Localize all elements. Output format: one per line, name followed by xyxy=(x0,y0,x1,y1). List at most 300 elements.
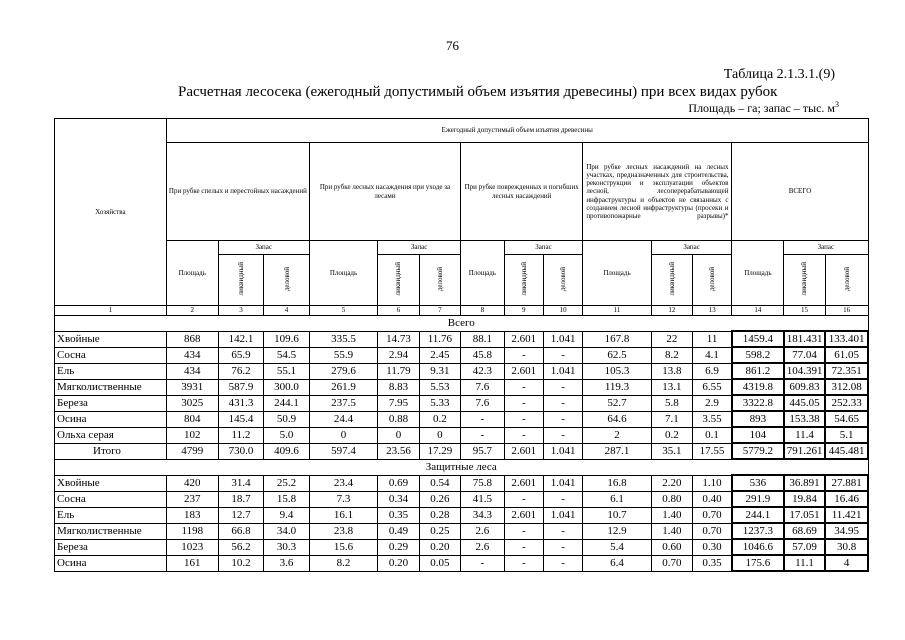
table-cell: 244.1 xyxy=(732,507,784,523)
table-cell: 1.40 xyxy=(651,507,692,523)
table-cell: 2.601 xyxy=(504,331,543,347)
table-cell: 1.041 xyxy=(543,507,582,523)
page-number: 76 xyxy=(446,38,459,53)
table-cell: 17.29 xyxy=(419,443,460,459)
header-stock-3: Запас xyxy=(504,241,583,255)
row-label: Ель xyxy=(55,507,167,523)
table-cell: 55.9 xyxy=(309,347,377,363)
table-cell: 609.83 xyxy=(784,379,825,395)
table-cell: 0.70 xyxy=(651,555,692,571)
table-cell: 102 xyxy=(166,427,218,443)
table-cell: - xyxy=(504,555,543,571)
table-cell: 0.40 xyxy=(693,491,732,507)
header-business-4 xyxy=(693,255,732,306)
table-cell: - xyxy=(543,427,582,443)
table-cell: 23.56 xyxy=(378,443,419,459)
row-label: Мягколиственные xyxy=(55,523,167,539)
table-cell: 2.6 xyxy=(461,523,505,539)
header-liquid-4 xyxy=(651,255,692,306)
row-label: Ольха серая xyxy=(55,427,167,443)
table-cell: 183 xyxy=(166,507,218,523)
table-cell: 4799 xyxy=(166,443,218,459)
header-area-4: Площадь xyxy=(583,241,651,306)
table-cell: 0.80 xyxy=(651,491,692,507)
table-cell: 2.45 xyxy=(419,347,460,363)
table-cell: 3025 xyxy=(166,395,218,411)
header-liquid-1-text: ликвидный xyxy=(236,262,245,296)
table-cell: 335.5 xyxy=(309,331,377,347)
table-cell: 167.8 xyxy=(583,331,651,347)
table-cell: 25.2 xyxy=(264,475,310,491)
table-cell: 34.3 xyxy=(461,507,505,523)
header-business-1-text: деловой xyxy=(282,266,291,292)
header-liquid-2-text: ликвидный xyxy=(394,262,403,296)
table-row xyxy=(55,427,869,443)
table-cell: 133.401 xyxy=(825,331,868,347)
table-row xyxy=(55,523,869,539)
table-cell: 34.0 xyxy=(264,523,310,539)
table-cell: 0 xyxy=(309,427,377,443)
table-row xyxy=(55,491,869,507)
column-number: 3 xyxy=(218,306,264,316)
header-stock-2: Запас xyxy=(378,241,461,255)
table-cell: - xyxy=(461,411,505,427)
column-number: 14 xyxy=(732,306,784,316)
header-liquid-4-text: ликвидный xyxy=(667,262,676,296)
table-cell: 45.8 xyxy=(461,347,505,363)
header-business-4-text: деловой xyxy=(708,266,717,292)
table-cell: 5.1 xyxy=(825,427,868,443)
table-cell: 11 xyxy=(693,331,732,347)
table-cell: 587.9 xyxy=(218,379,264,395)
header-area-1: Площадь xyxy=(166,241,218,306)
table-cell: 244.1 xyxy=(264,395,310,411)
section-title: Всего xyxy=(55,316,869,332)
header-farms: Хозяйства xyxy=(55,119,167,306)
table-cell: 0.25 xyxy=(419,523,460,539)
table-cell: 1.041 xyxy=(543,331,582,347)
table-cell: 27.881 xyxy=(825,475,868,491)
table-cell: 18.7 xyxy=(218,491,264,507)
table-cell: 54.5 xyxy=(264,347,310,363)
header-group-total: ВСЕГО xyxy=(732,143,868,241)
table-cell: 145.4 xyxy=(218,411,264,427)
table-cell: 142.1 xyxy=(218,331,264,347)
section-title: Защитные леса xyxy=(55,459,869,475)
table-cell: 3.6 xyxy=(264,555,310,571)
table-cell: 804 xyxy=(166,411,218,427)
table-cell: 0.2 xyxy=(419,411,460,427)
table-cell: 56.2 xyxy=(218,539,264,555)
header-business-3-text: деловой xyxy=(559,266,568,292)
header-area-5: Площадь xyxy=(732,241,784,306)
table-cell: 16.46 xyxy=(825,491,868,507)
table-cell: 2 xyxy=(583,427,651,443)
column-number: 12 xyxy=(651,306,692,316)
table-cell: 4 xyxy=(825,555,868,571)
table-cell: 0.05 xyxy=(419,555,460,571)
table-row xyxy=(55,539,869,555)
table-cell: - xyxy=(461,427,505,443)
row-label: Береза xyxy=(55,539,167,555)
table-cell: 0.60 xyxy=(651,539,692,555)
column-number: 6 xyxy=(378,306,419,316)
table-cell: 36.891 xyxy=(784,475,825,491)
table-cell: 35.1 xyxy=(651,443,692,459)
table-cell: 88.1 xyxy=(461,331,505,347)
column-number: 8 xyxy=(461,306,505,316)
header-business-5 xyxy=(825,255,868,306)
table-cell: 42.3 xyxy=(461,363,505,379)
table-cell: 30.3 xyxy=(264,539,310,555)
table-cell: 50.9 xyxy=(264,411,310,427)
table-cell: - xyxy=(504,379,543,395)
table-cell: 0.30 xyxy=(693,539,732,555)
header-business-1 xyxy=(264,255,310,306)
table-cell: 597.4 xyxy=(309,443,377,459)
table-cell: 61.05 xyxy=(825,347,868,363)
table-cell: 17.051 xyxy=(784,507,825,523)
table-cell: 0.34 xyxy=(378,491,419,507)
table-cell: 1023 xyxy=(166,539,218,555)
table-cell: - xyxy=(543,555,582,571)
header-group-care: При рубке лесных насаждения при уходе за лесами xyxy=(309,143,460,241)
table-cell: 6.4 xyxy=(583,555,651,571)
table-cell: 536 xyxy=(732,475,784,491)
header-area-3: Площадь xyxy=(461,241,505,306)
row-label: Мягколиственные xyxy=(55,379,167,395)
table-cell: 0.69 xyxy=(378,475,419,491)
table-cell: 237 xyxy=(166,491,218,507)
row-label: Итого xyxy=(55,443,167,459)
table-cell: 12.9 xyxy=(583,523,651,539)
table-cell: 6.1 xyxy=(583,491,651,507)
table-cell: 66.8 xyxy=(218,523,264,539)
table-cell: 54.65 xyxy=(825,411,868,427)
table-cell: 1198 xyxy=(166,523,218,539)
header-stock-1: Запас xyxy=(218,241,309,255)
table-cell: 0.29 xyxy=(378,539,419,555)
table-cell: 409.6 xyxy=(264,443,310,459)
header-group-mature: При рубке спелых и перестойных насаждений xyxy=(166,143,309,241)
table-row xyxy=(55,411,869,427)
table-cell: 16.8 xyxy=(583,475,651,491)
table-cell: 730.0 xyxy=(218,443,264,459)
table-cell: 11.79 xyxy=(378,363,419,379)
table-cell: 22 xyxy=(651,331,692,347)
table-cell: 1.041 xyxy=(543,443,582,459)
table-cell: 0.1 xyxy=(693,427,732,443)
table-cell: 5.0 xyxy=(264,427,310,443)
table-cell: 0.26 xyxy=(419,491,460,507)
row-label: Осина xyxy=(55,555,167,571)
header-business-2 xyxy=(419,255,460,306)
table-cell: 252.33 xyxy=(825,395,868,411)
table-cell: 3.55 xyxy=(693,411,732,427)
table-cell: 64.6 xyxy=(583,411,651,427)
table-cell: 12.7 xyxy=(218,507,264,523)
table-cell: 3931 xyxy=(166,379,218,395)
header-business-2-text: деловой xyxy=(435,266,444,292)
header-liquid-3 xyxy=(504,255,543,306)
table-cell: 76.2 xyxy=(218,363,264,379)
column-number: 4 xyxy=(264,306,310,316)
table-cell: 2.601 xyxy=(504,475,543,491)
table-cell: 68.69 xyxy=(784,523,825,539)
table-cell: 15.8 xyxy=(264,491,310,507)
column-number: 1 xyxy=(55,306,167,316)
table-cell: 1.041 xyxy=(543,475,582,491)
table-cell: 55.1 xyxy=(264,363,310,379)
table-title: Расчетная лесосека (ежегодный допустимый объем изъятия древесины) при всех видах рубок xyxy=(178,84,778,100)
table-cell: 868 xyxy=(166,331,218,347)
table-cell: 3322.8 xyxy=(732,395,784,411)
table-cell: 261.9 xyxy=(309,379,377,395)
table-cell: 279.6 xyxy=(309,363,377,379)
column-number: 7 xyxy=(419,306,460,316)
section-row xyxy=(55,316,869,332)
row-label: Сосна xyxy=(55,491,167,507)
table-cell: 4.1 xyxy=(693,347,732,363)
table-row xyxy=(55,443,869,459)
column-number: 11 xyxy=(583,306,651,316)
table-cell: 1046.6 xyxy=(732,539,784,555)
table-cell: 175.6 xyxy=(732,555,784,571)
header-area-2: Площадь xyxy=(309,241,377,306)
table-cell: 8.2 xyxy=(651,347,692,363)
table-cell: 10.7 xyxy=(583,507,651,523)
table-cell: 19.84 xyxy=(784,491,825,507)
table-cell: 8.83 xyxy=(378,379,419,395)
column-number: 13 xyxy=(693,306,732,316)
table-cell: 8.2 xyxy=(309,555,377,571)
table-cell: 2.94 xyxy=(378,347,419,363)
table-cell: 11.2 xyxy=(218,427,264,443)
table-cell: - xyxy=(504,411,543,427)
table-cell: 153.38 xyxy=(784,411,825,427)
table-cell: 2.6 xyxy=(461,539,505,555)
table-units xyxy=(688,100,839,116)
table-cell: - xyxy=(461,555,505,571)
table-cell: 445.481 xyxy=(825,443,868,459)
table-cell: 291.9 xyxy=(732,491,784,507)
header-liquid-1 xyxy=(218,255,264,306)
table-cell: - xyxy=(543,347,582,363)
table-cell: 13.1 xyxy=(651,379,692,395)
table-cell: 109.6 xyxy=(264,331,310,347)
table-cell: 181.431 xyxy=(784,331,825,347)
table-cell: 17.55 xyxy=(693,443,732,459)
table-cell: 0.70 xyxy=(693,507,732,523)
table-cell: 105.3 xyxy=(583,363,651,379)
column-number: 5 xyxy=(309,306,377,316)
table-cell: 7.3 xyxy=(309,491,377,507)
table-cell: 893 xyxy=(732,411,784,427)
table-cell: 2.601 xyxy=(504,507,543,523)
table-cell: 0.35 xyxy=(378,507,419,523)
table-cell: 0.70 xyxy=(693,523,732,539)
header-stock-5: Запас xyxy=(784,241,868,255)
header-stock-4: Запас xyxy=(651,241,732,255)
table-cell: 861.2 xyxy=(732,363,784,379)
table-cell: - xyxy=(504,347,543,363)
table-cell: 312.08 xyxy=(825,379,868,395)
table-cell: 95.7 xyxy=(461,443,505,459)
table-cell: 62.5 xyxy=(583,347,651,363)
table-id: Таблица 2.1.3.1.(9) xyxy=(723,67,835,82)
header-liquid-2 xyxy=(378,255,419,306)
table-row xyxy=(55,347,869,363)
header-liquid-3-text: ликвидный xyxy=(519,262,528,296)
table-cell: 0.49 xyxy=(378,523,419,539)
table-cell: 9.31 xyxy=(419,363,460,379)
table-cell: - xyxy=(543,379,582,395)
table-cell: 7.1 xyxy=(651,411,692,427)
table-cell: 2.601 xyxy=(504,443,543,459)
table-cell: 791.261 xyxy=(784,443,825,459)
table-cell: 57.09 xyxy=(784,539,825,555)
table-cell: 104.391 xyxy=(784,363,825,379)
table-cell: 0.20 xyxy=(378,555,419,571)
column-number: 16 xyxy=(825,306,868,316)
table-cell: 119.3 xyxy=(583,379,651,395)
table-cell: - xyxy=(504,427,543,443)
table-cell: - xyxy=(543,491,582,507)
table-row xyxy=(55,555,869,571)
table-cell: 434 xyxy=(166,347,218,363)
table-cell: 10.2 xyxy=(218,555,264,571)
table-cell: 75.8 xyxy=(461,475,505,491)
table-cell: 6.9 xyxy=(693,363,732,379)
table-cell: 434 xyxy=(166,363,218,379)
table-cell: 0.54 xyxy=(419,475,460,491)
table-cell: 11.1 xyxy=(784,555,825,571)
table-cell: 0.2 xyxy=(651,427,692,443)
table-cell: 11.4 xyxy=(784,427,825,443)
table-cell: 1237.3 xyxy=(732,523,784,539)
table-cell: 2.9 xyxy=(693,395,732,411)
table-cell: 11.76 xyxy=(419,331,460,347)
column-number: 10 xyxy=(543,306,582,316)
table-cell: 11.421 xyxy=(825,507,868,523)
table-cell: 1.40 xyxy=(651,523,692,539)
row-label: Хвойные xyxy=(55,331,167,347)
row-label: Осина xyxy=(55,411,167,427)
table-cell: 445.05 xyxy=(784,395,825,411)
table-cell: 420 xyxy=(166,475,218,491)
table-cell: 104 xyxy=(732,427,784,443)
table-row xyxy=(55,331,869,347)
header-group-damaged: При рубке поврежденных и погибших лесных насаждений xyxy=(461,143,583,241)
table-cell: 237.5 xyxy=(309,395,377,411)
table-cell: 287.1 xyxy=(583,443,651,459)
row-label: Ель xyxy=(55,363,167,379)
table-cell: 31.4 xyxy=(218,475,264,491)
table-cell: 0 xyxy=(419,427,460,443)
header-group-infrastructure: При рубке лесных насаждений на лесных участках, предназначенных для строительства, реконструкции и эксплуатации объектов лесной, лесоперерабатывающей инфраструктуры и объектов не связанных с созданием лесной инфраструктуры (просеки и противопожарные разрывы)* xyxy=(583,143,732,241)
row-label: Береза xyxy=(55,395,167,411)
table-cell: 77.04 xyxy=(784,347,825,363)
table-cell: 5.4 xyxy=(583,539,651,555)
header-liquid-5-text: ликвидный xyxy=(800,262,809,296)
table-cell: - xyxy=(543,523,582,539)
table-cell: - xyxy=(543,539,582,555)
table-row xyxy=(55,395,869,411)
table-cell: - xyxy=(504,491,543,507)
table-cell: 5.8 xyxy=(651,395,692,411)
table-cell: 1.041 xyxy=(543,363,582,379)
table-cell: 0.28 xyxy=(419,507,460,523)
table-cell: 52.7 xyxy=(583,395,651,411)
table-cell: 7.6 xyxy=(461,379,505,395)
section-row xyxy=(55,459,869,475)
table-cell: 0 xyxy=(378,427,419,443)
row-label: Сосна xyxy=(55,347,167,363)
table-cell: 0.20 xyxy=(419,539,460,555)
units-text: Площадь – га; запас – тыс. м xyxy=(688,101,835,115)
column-number-row xyxy=(55,306,869,316)
table-cell: 0.88 xyxy=(378,411,419,427)
table-cell: 2.601 xyxy=(504,363,543,379)
table-cell: 15.6 xyxy=(309,539,377,555)
header-annual: Ежегодный допустимый объем изъятия древесины xyxy=(166,119,868,143)
table-cell: - xyxy=(543,411,582,427)
table-cell: 5.33 xyxy=(419,395,460,411)
forest-cut-table xyxy=(54,118,869,572)
table-cell: - xyxy=(504,539,543,555)
table-cell: - xyxy=(543,395,582,411)
table-cell: 16.1 xyxy=(309,507,377,523)
table-row xyxy=(55,475,869,491)
table-row xyxy=(55,379,869,395)
table-cell: 7.6 xyxy=(461,395,505,411)
table-cell: 161 xyxy=(166,555,218,571)
column-number: 2 xyxy=(166,306,218,316)
header-business-3 xyxy=(543,255,582,306)
table-cell: 1.10 xyxy=(693,475,732,491)
table-cell: 4319.8 xyxy=(732,379,784,395)
table-cell: 598.2 xyxy=(732,347,784,363)
table-cell: 1459.4 xyxy=(732,331,784,347)
table-cell: - xyxy=(504,395,543,411)
column-number: 15 xyxy=(784,306,825,316)
table-cell: 6.55 xyxy=(693,379,732,395)
table-cell: 431.3 xyxy=(218,395,264,411)
table-cell: 13.8 xyxy=(651,363,692,379)
table-row xyxy=(55,507,869,523)
table-cell: 30.8 xyxy=(825,539,868,555)
table-cell: 7.95 xyxy=(378,395,419,411)
table-cell: 14.73 xyxy=(378,331,419,347)
units-superscript: 3 xyxy=(835,100,839,109)
table-cell: 24.4 xyxy=(309,411,377,427)
table-cell: 41.5 xyxy=(461,491,505,507)
table-cell: 0.35 xyxy=(693,555,732,571)
row-label: Хвойные xyxy=(55,475,167,491)
table-cell: 9.4 xyxy=(264,507,310,523)
table-cell: 5779.2 xyxy=(732,443,784,459)
table-cell: 23.8 xyxy=(309,523,377,539)
table-cell: 5.53 xyxy=(419,379,460,395)
table-cell: 2.20 xyxy=(651,475,692,491)
table-cell: 65.9 xyxy=(218,347,264,363)
table-cell: 34.95 xyxy=(825,523,868,539)
table-cell: - xyxy=(504,523,543,539)
table-cell: 23.4 xyxy=(309,475,377,491)
table-cell: 72.351 xyxy=(825,363,868,379)
header-business-5-text: деловой xyxy=(842,266,851,292)
column-number: 9 xyxy=(504,306,543,316)
